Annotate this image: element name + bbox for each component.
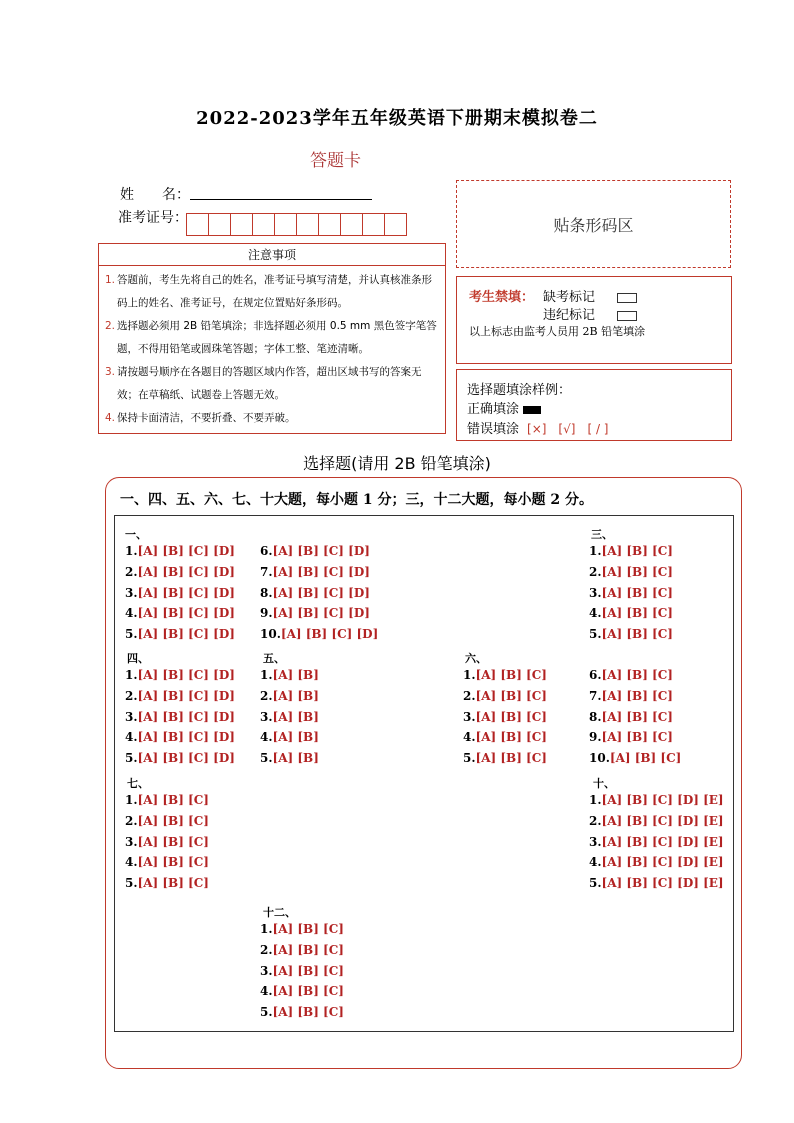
question-number: 3.: [589, 834, 602, 849]
answer-row[interactable]: [260, 606, 370, 620]
question-number: 3.: [125, 834, 138, 849]
question-number: 1.: [463, 668, 476, 682]
exam-marks-label: 考生禁填：: [469, 290, 535, 305]
answer-row[interactable]: [125, 710, 235, 724]
answer-options[interactable]: [A] [B] [C]: [601, 688, 673, 703]
question-group-label: 六、: [465, 652, 487, 665]
answer-options[interactable]: [A] [B] [C]: [272, 922, 344, 936]
question-number: 7.: [589, 688, 602, 703]
answer-row[interactable]: [589, 814, 724, 828]
name-field[interactable]: [190, 198, 372, 200]
sample-heading: 选择题填涂样例：: [467, 383, 572, 398]
question-number: 3.: [463, 709, 476, 724]
question-number: 2.: [260, 688, 273, 703]
question-number: 8.: [260, 585, 273, 600]
note-number: 3.: [105, 366, 116, 378]
id-digit-box[interactable]: [208, 213, 231, 236]
answer-row[interactable]: [260, 544, 370, 558]
answer-options[interactable]: [A] [B] [C] [D]: [137, 544, 235, 558]
wrong-sample-label: 错误填涂: [467, 422, 520, 437]
question-group-label: 一、: [125, 528, 147, 541]
question-number: 6.: [589, 668, 602, 682]
id-digit-box[interactable]: [186, 213, 209, 236]
answer-options[interactable]: [A] [B] [C]: [475, 751, 547, 766]
answer-row[interactable]: [125, 876, 209, 890]
answer-options[interactable]: [A] [B]: [272, 730, 319, 745]
id-digit-box[interactable]: [296, 213, 319, 236]
question-number: 2.: [125, 688, 138, 703]
barcode-area: [456, 180, 731, 268]
answer-grid: [114, 515, 734, 1032]
answer-row[interactable]: [589, 544, 673, 558]
question-number: 4.: [260, 984, 273, 999]
question-number: 5.: [125, 627, 138, 642]
answer-options[interactable]: [A] [B] [C]: [609, 751, 682, 766]
note-item: [105, 361, 441, 407]
answer-row[interactable]: [589, 876, 724, 890]
answer-options[interactable]: [A] [B] [C]: [137, 876, 209, 891]
answer-options[interactable]: [A] [B]: [272, 668, 319, 682]
answer-options[interactable]: [A] [B] [C] [D]: [272, 544, 370, 558]
question-number: 2.: [463, 688, 476, 703]
question-number: 2.: [125, 564, 138, 579]
answer-options[interactable]: [A] [B] [C]: [137, 793, 209, 807]
question-number: 1.: [125, 544, 138, 558]
name-label: 姓 名：: [120, 187, 190, 203]
id-digit-box[interactable]: [318, 213, 341, 236]
answer-options[interactable]: [A] [B] [C] [D]: [137, 627, 235, 642]
answer-row[interactable]: [260, 627, 378, 641]
question-number: 8.: [589, 709, 602, 724]
answer-options[interactable]: [A] [B] [C]: [475, 688, 547, 703]
notes-heading: 注意事项: [98, 243, 446, 266]
question-number: 5.: [463, 751, 476, 766]
answer-options[interactable]: [A] [B] [C]: [272, 942, 344, 957]
question-number: 9.: [589, 730, 602, 745]
question-number: 7.: [260, 564, 273, 579]
question-group-label: 十、: [593, 777, 615, 790]
answer-row[interactable]: [260, 689, 319, 703]
note-number: 2.: [105, 320, 116, 332]
id-label: 准考证号：: [118, 210, 188, 226]
page-subtitle: 答题卡: [310, 151, 361, 171]
answer-options[interactable]: [A] [B] [C]: [601, 709, 673, 724]
answer-row[interactable]: [260, 730, 319, 744]
answer-row[interactable]: [260, 943, 344, 957]
question-number: 3.: [125, 709, 138, 724]
question-number: 3.: [260, 963, 273, 978]
answer-row[interactable]: [260, 984, 344, 998]
question-number: 4.: [125, 730, 138, 745]
answer-row[interactable]: [125, 565, 235, 579]
answer-options[interactable]: [A] [B] [C]: [601, 544, 673, 558]
answer-options[interactable]: [A] [B] [C] [D] [E]: [601, 834, 724, 849]
question-number: 1.: [125, 793, 138, 807]
id-number-boxes[interactable]: [187, 213, 407, 236]
question-number: 9.: [260, 606, 273, 621]
answer-options[interactable]: [A] [B] [C]: [601, 585, 673, 600]
answer-row[interactable]: [463, 668, 547, 682]
question-number: 4.: [260, 730, 273, 745]
answer-options[interactable]: [A] [B]: [272, 709, 319, 724]
answer-row[interactable]: [125, 544, 235, 558]
violation-mark-row[interactable]: [543, 304, 637, 323]
question-number: 4.: [589, 606, 602, 621]
id-digit-box[interactable]: [340, 213, 363, 236]
answer-row[interactable]: [589, 710, 673, 724]
note-item: [105, 269, 441, 315]
answer-options[interactable]: [A] [B] [C]: [137, 813, 209, 828]
answer-options[interactable]: [A] [B] [C]: [475, 668, 547, 682]
answer-options[interactable]: [A] [B] [C]: [601, 564, 673, 579]
answer-row[interactable]: [589, 606, 673, 620]
id-digit-box[interactable]: [230, 213, 253, 236]
answer-row[interactable]: [589, 586, 673, 600]
section-title: 选择题(请用 2B 铅笔填涂): [303, 454, 491, 473]
note-number: 1.: [105, 274, 116, 286]
absent-mark-label: 缺考标记: [543, 290, 596, 305]
answer-options[interactable]: [A] [B] [C] [D]: [272, 585, 370, 600]
note-item: [105, 315, 441, 361]
violation-mark-box[interactable]: [617, 311, 637, 321]
question-number: 1.: [589, 544, 602, 558]
question-number: 10.: [260, 627, 281, 642]
answer-options[interactable]: [A] [B] [C]: [601, 668, 673, 682]
answer-row[interactable]: [589, 565, 673, 579]
answer-row[interactable]: [589, 793, 724, 807]
answer-row[interactable]: [125, 668, 235, 682]
answer-options[interactable]: [A] [B] [C]: [601, 606, 673, 621]
id-digit-box[interactable]: [384, 213, 407, 236]
question-group-label: 五、: [263, 652, 285, 665]
note-number: 4.: [105, 412, 116, 424]
answer-row[interactable]: [125, 814, 209, 828]
id-digit-box[interactable]: [362, 213, 385, 236]
answer-row[interactable]: [125, 689, 235, 703]
page-title: 2022-2023学年五年级英语下册期末模拟卷二: [196, 108, 598, 129]
answer-row[interactable]: [589, 855, 724, 869]
answer-options[interactable]: [A] [B] [C] [D]: [137, 709, 235, 724]
answer-row[interactable]: [463, 689, 547, 703]
question-group-label: 三、: [591, 528, 613, 541]
answer-options[interactable]: [A] [B] [C]: [475, 730, 547, 745]
correct-fill-mark: [523, 406, 541, 414]
answer-row[interactable]: [125, 627, 235, 641]
answer-row[interactable]: [125, 835, 209, 849]
answer-options[interactable]: [A] [B] [C]: [137, 834, 209, 849]
answer-row[interactable]: [589, 835, 724, 849]
answer-options[interactable]: [A] [B] [C] [D] [E]: [601, 876, 724, 891]
question-number: 5.: [125, 751, 138, 766]
question-number: 5.: [260, 751, 273, 766]
answer-row[interactable]: [463, 710, 547, 724]
answer-row[interactable]: [260, 964, 344, 978]
answer-row[interactable]: [260, 1005, 344, 1019]
correct-sample-label: 正确填涂: [467, 402, 520, 417]
answer-row[interactable]: [260, 586, 370, 600]
answer-row[interactable]: [463, 751, 547, 765]
answer-options[interactable]: [A] [B] [C]: [272, 963, 344, 978]
id-digit-box[interactable]: [274, 213, 297, 236]
answer-options[interactable]: [A] [B] [C] [D]: [280, 627, 379, 642]
answer-options[interactable]: [A] [B] [C] [D]: [137, 585, 235, 600]
question-number: 1.: [125, 668, 138, 682]
answer-options[interactable]: [A] [B] [C] [D]: [137, 751, 235, 766]
fill-sample-box: [456, 369, 732, 441]
wrong-sample-row: [467, 418, 608, 437]
answer-row[interactable]: [260, 710, 319, 724]
question-number: 1.: [260, 668, 273, 682]
question-number: 3.: [260, 709, 273, 724]
answer-options[interactable]: [A] [B] [C] [D]: [137, 730, 235, 745]
answer-options[interactable]: [A] [B] [C] [D]: [137, 688, 235, 703]
question-number: 1.: [260, 922, 273, 936]
wrong-fill-marks: [×] [√] [ / ]: [527, 422, 609, 436]
note-text: 选择题必须用 2B 铅笔填涂；非选择题必须用 0.5 mm 黑色签字笔答题，不得用铅笔或圆珠笔答题；字体工整、笔迹清晰。: [117, 320, 437, 355]
answer-row[interactable]: [125, 730, 235, 744]
answer-row[interactable]: [589, 730, 673, 744]
answer-row[interactable]: [260, 668, 319, 682]
answer-row[interactable]: [125, 606, 235, 620]
answer-row[interactable]: [260, 565, 370, 579]
question-number: 2.: [260, 942, 273, 957]
notes-list: [98, 266, 446, 434]
answer-row[interactable]: [260, 751, 319, 765]
answer-options[interactable]: [A] [B] [C]: [601, 730, 673, 745]
question-number: 5.: [125, 876, 138, 891]
note-text: 答题前，考生先将自己的姓名，准考证号填写清楚，并认真核准条形码上的姓名、准考证号，在规定位置贴好条形码。: [117, 274, 432, 309]
id-digit-box[interactable]: [252, 213, 275, 236]
absent-mark-row[interactable]: [543, 286, 637, 305]
barcode-label: 贴条形码区: [553, 215, 634, 235]
correct-sample-row: [467, 398, 541, 417]
answer-options[interactable]: [A] [B] [C] [D]: [272, 564, 370, 579]
answer-options[interactable]: [A] [B] [C]: [137, 855, 209, 870]
question-number: 1.: [589, 793, 602, 807]
question-number: 4.: [463, 730, 476, 745]
answer-row[interactable]: [125, 855, 209, 869]
answer-options[interactable]: [A] [B] [C]: [475, 709, 547, 724]
question-number: 5.: [589, 627, 602, 642]
question-number: 4.: [125, 606, 138, 621]
answer-options[interactable]: [A] [B]: [272, 751, 319, 766]
answer-options[interactable]: [A] [B] [C] [D] [E]: [601, 813, 724, 828]
violation-mark-label: 违纪标记: [543, 308, 596, 323]
answer-row[interactable]: [125, 751, 235, 765]
answer-row[interactable]: [260, 922, 344, 936]
question-group-label: 七、: [127, 777, 149, 790]
question-number: 5.: [260, 1005, 273, 1020]
question-group-label: 十二、: [263, 906, 296, 919]
question-number: 10.: [589, 751, 610, 766]
question-number: 3.: [125, 585, 138, 600]
answer-row[interactable]: [125, 793, 209, 807]
note-item: [105, 407, 441, 430]
question-number: 4.: [589, 855, 602, 870]
answer-options[interactable]: [A] [B]: [272, 688, 319, 703]
note-text: 请按题号顺序在各题目的答题区域内作答，超出区域书写的答案无效；在草稿纸、试题卷上答题无效。: [117, 366, 422, 401]
question-group-label: 四、: [127, 652, 149, 665]
answer-options[interactable]: [A] [B] [C]: [272, 1005, 344, 1020]
question-number: 2.: [589, 564, 602, 579]
answer-options[interactable]: [A] [B] [C] [D]: [137, 606, 235, 621]
answer-options[interactable]: [A] [B] [C] [D]: [137, 668, 235, 682]
answer-row[interactable]: [589, 668, 673, 682]
answer-row[interactable]: [589, 689, 673, 703]
answer-row[interactable]: [589, 627, 673, 641]
answer-row[interactable]: [125, 586, 235, 600]
answer-row[interactable]: [589, 751, 681, 765]
exam-marks-note: 以上标志由监考人员用 2B 铅笔填涂: [469, 325, 646, 338]
question-number: 5.: [589, 876, 602, 891]
answer-row[interactable]: [463, 730, 547, 744]
question-number: 4.: [125, 855, 138, 870]
exam-marks-box: [456, 276, 732, 364]
question-number: 2.: [589, 813, 602, 828]
question-number: 6.: [260, 544, 273, 558]
score-note: 一、四、五、六、七、十大题，每小题 1 分；三，十二大题，每小题 2 分。: [120, 492, 593, 508]
answer-options[interactable]: [A] [B] [C] [D]: [272, 606, 370, 621]
answer-options[interactable]: [A] [B] [C] [D]: [137, 564, 235, 579]
absent-mark-box[interactable]: [617, 293, 637, 303]
note-text: 保持卡面清洁，不要折叠、不要弄破。: [117, 412, 296, 424]
answer-options[interactable]: [A] [B] [C] [D] [E]: [601, 855, 724, 870]
question-number: 3.: [589, 585, 602, 600]
question-number: 2.: [125, 813, 138, 828]
answer-options[interactable]: [A] [B] [C] [D] [E]: [601, 793, 724, 807]
answer-options[interactable]: [A] [B] [C]: [601, 627, 673, 642]
answer-options[interactable]: [A] [B] [C]: [272, 984, 344, 999]
